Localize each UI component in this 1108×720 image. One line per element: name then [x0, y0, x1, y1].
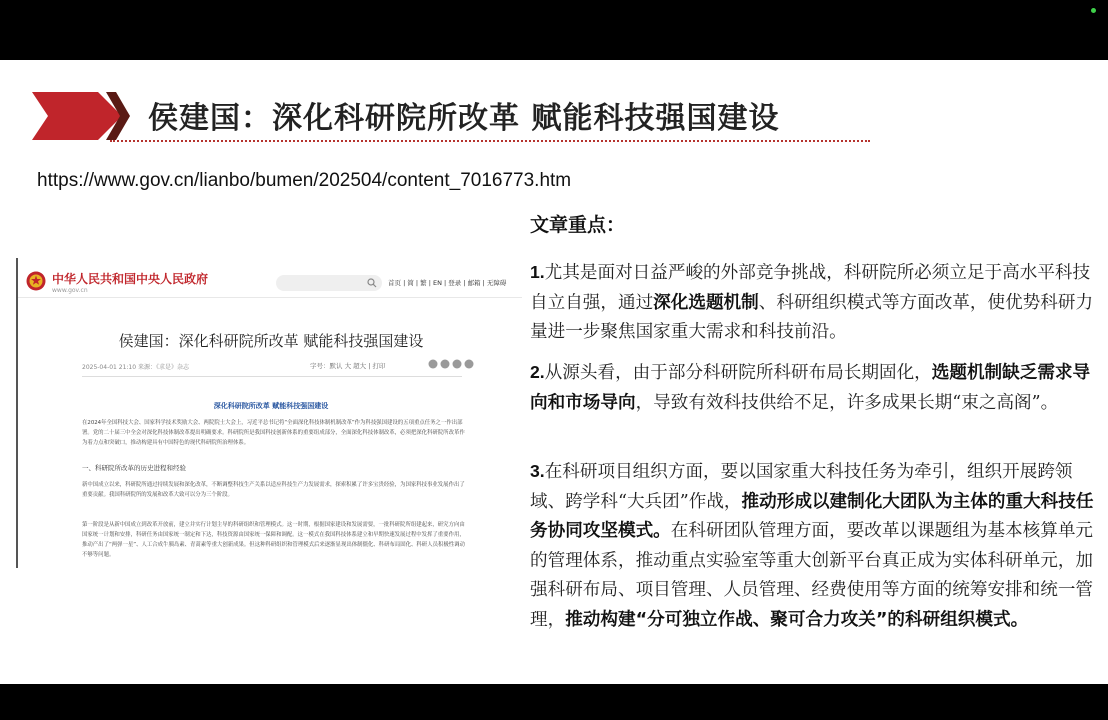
site-header [18, 258, 522, 298]
title-dotted-underline [110, 140, 870, 142]
article-title: 侯建国：深化科研院所改革 赋能科技强国建设 [118, 332, 424, 350]
slide-title: 侯建国：深化科研院所改革 赋能科技强国建设 [148, 101, 780, 136]
national-emblem-icon [26, 271, 46, 291]
key-point-highlight: 选题机制缺乏需求导向和市场导向 [530, 363, 1091, 413]
presentation-slide [0, 60, 1108, 684]
article-tools[interactable]: 字号：默认 大 超大 | 打印 [310, 362, 386, 370]
key-point-number: 1. [530, 262, 545, 282]
source-url: https://www.gov.cn/lianbo/bumen/202504/content_7016773.htm [37, 170, 572, 191]
key-point-text: ，导致有效科技供给不足，许多成果长期“束之高阁”。 [635, 392, 1059, 413]
article-divider [82, 376, 462, 377]
share-qzone-icon[interactable] [453, 360, 462, 369]
key-point-2 [530, 358, 1106, 448]
site-domain: www.gov.cn [52, 287, 88, 294]
article-paragraph-1: 在2024年全国科技大会、国家科学技术奖励大会、两院院士大会上，习近平总书记将“全面深化科技体制机制改革”作为科技强国建设的五项重点任务之一作出部署。党的二十届三中全会对深化科技体制改革提出明确要求。科研院所是我国科技创新体系的重要组成部分，全面深化科技体制改革，必须把深化科研院所改革作为着力点和突破口，推动构建具有中国特色的现代科研院所治理体系。 [82, 420, 465, 446]
site-name: 中华人民共和国中央人民政府 [52, 272, 209, 286]
key-point-highlight: 推动构建“分可独立作战、聚可合力攻关”的科研组织模式。 [565, 609, 1029, 630]
key-point-3 [530, 457, 1106, 637]
article-paragraph-3: 第一阶段是从新中国成立到改革开放前，建立并实行计划主导的科研组织和管理模式。这一时期，根据国家建设和发展需要，一批科研院所组建起来，研究方向由国家统一计划和安排，科研任务由国家统一制定和下达，科技资源由国家统一保障和调配。这一模式在我国科技体系建立和早期快速发展过程中发挥了重要作用，推动产出了“两弹一星”、人工合成牛胰岛素、青蒿素等重大创新成果。但这种科研组织和管理模式后来逐渐显现出体制僵化、科研布局固化、科研人员积极性调动不够等问题。 [82, 522, 465, 558]
red-arrow-shape [32, 92, 122, 140]
key-point-text: 从源头看，由于部分科研院所科研布局长期固化， [544, 363, 932, 383]
article-paragraph-2: 新中国成立以来，科研院所通过持续发展和深化改革，不断调整科技生产关系以适应科技生产力发展需求，探索积累了许多宝贵经验，为国家科技事业发展作出了重要贡献。我国科研院所的发展和改革大致可以分为三个阶段。 [82, 482, 465, 498]
key-points-heading: 文章重点： [530, 214, 626, 236]
key-point-number: 2. [530, 362, 545, 382]
key-point-text: 在科研项目组织方面，要以国家重大科技任务为牵引，组织开展跨领域、跨学科“大兵团”作战， [530, 462, 1073, 512]
article-meta: 2025-04-01 21:10 来源：《求是》杂志 [82, 364, 189, 371]
site-nav-links[interactable]: 首页 | 简 | 繁 | EN | 登录 | 邮箱 | 无障碍 [388, 279, 507, 287]
key-point-number: 3. [530, 461, 545, 481]
camera-indicator-dot [1091, 8, 1096, 13]
site-search-input[interactable] [276, 275, 382, 291]
key-point-1 [530, 258, 1106, 348]
article-screenshot [16, 258, 522, 568]
search-icon[interactable] [367, 278, 377, 288]
key-point-text: 在科研团队管理方面，要改革以课题组为基本核算单元的管理体系，推动重点实验室等重大创新平台真正成为实体科研单元，加强科研布局、项目管理、人员管理、经费使用等方面的统筹安排和统一管理， [530, 521, 1094, 630]
article-section-heading: 一、科研院所改革的历史进程和经验 [82, 464, 186, 472]
double-arrow-icon [32, 90, 130, 142]
key-point-highlight: 深化选题机制 [653, 292, 759, 313]
share-weibo-icon[interactable] [441, 360, 450, 369]
bottom-black-bar [0, 684, 1108, 720]
key-point-text: 、科研组织模式等方面改革，使优势科研力量进一步聚焦国家重大需求和科技前沿。 [530, 292, 1094, 342]
top-black-bar [0, 0, 1108, 60]
key-point-highlight: 推动形成以建制化大团队为主体的重大科技任务协同攻坚模式。 [530, 491, 1094, 541]
article-subtitle: 深化科研院所改革 赋能科技强国建设 [213, 402, 329, 410]
share-more-icon[interactable] [465, 360, 474, 369]
share-wechat-icon[interactable] [429, 360, 438, 369]
share-icons[interactable] [428, 359, 474, 369]
key-point-text: 尤其是面对日益严峻的外部竞争挑战，科研院所必须立足于高水平科技自立自强，通过 [530, 263, 1091, 313]
